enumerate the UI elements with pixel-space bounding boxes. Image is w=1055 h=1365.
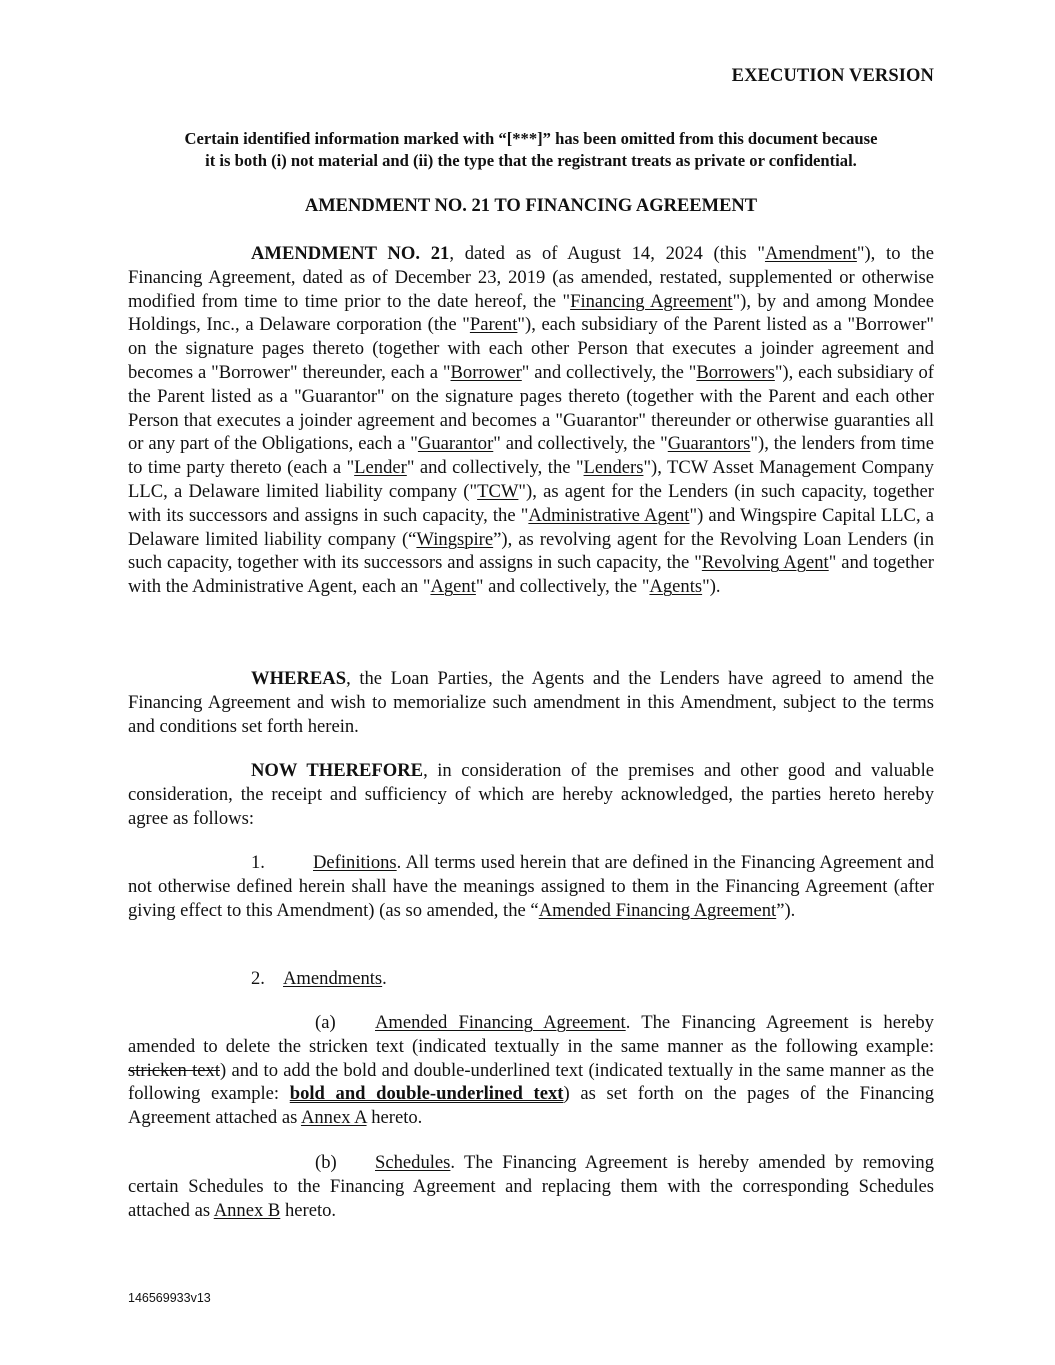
annex-a-reference: Annex A xyxy=(300,1107,367,1129)
intro-text: "), each subsidiary of the Parent listed as a "Guarantor" on the signature pages thereto (together with the Parent and each other Person that executes a joinder agreement and becomes a "Guarantor" thereunder or otherwise guaranties all or any part of the Obligations, each a " xyxy=(128,361,934,455)
stricken-text-example: stricken text xyxy=(128,1059,220,1081)
section-1-text-end: ”). xyxy=(776,899,796,921)
defined-term-financing-agreement: Financing Agreement xyxy=(570,290,733,312)
subsection-b-text: . The Financing Agreement is hereby amended by removing certain Schedules to the Financing Agreement and replacing them with the corresponding Schedules attached as xyxy=(128,1152,934,1221)
section-1-paragraph xyxy=(128,851,934,922)
intro-text: "), each subsidiary of the Parent listed as a "Borrower" on the signature pages thereto (together with each other Person that executes a joinder agreement and becomes a "Borrower" thereunder, each a " xyxy=(128,314,934,383)
defined-term-borrowers: Borrowers xyxy=(696,361,775,383)
intro-text: "), by and among Mondee Holdings, Inc., a Delaware corporation (the " xyxy=(128,290,935,336)
defined-term-amendment: Amendment xyxy=(764,243,857,264)
subsection-a-text: ) as set forth on the pages of the Financing Agreement attached as xyxy=(128,1083,935,1129)
intro-text: ") and Wingspire Capital LLC, a Delaware limited liability company (“ xyxy=(128,504,935,550)
subsection-a-label: (a) xyxy=(315,1012,336,1033)
defined-term-wingspire: Wingspire xyxy=(416,528,494,550)
section-2-heading: Amendments xyxy=(283,968,383,989)
intro-text: , dated as of August 14, 2024 (this " xyxy=(449,243,765,264)
subsection-a-text: . The Financing Agreement is hereby amended to delete the stricken text (indicated textually in the same manner as the following example: xyxy=(128,1012,934,1057)
intro-text: " and together with the Administrative Agent, each an " xyxy=(128,552,934,598)
subsection-a-heading: Amended Financing Agreement xyxy=(375,1012,626,1033)
section-2-number: 2. xyxy=(251,968,265,989)
section-2-paragraph xyxy=(128,967,934,991)
now-therefore-lead: NOW THEREFORE xyxy=(251,760,424,781)
section-1-text: . All terms used herein that are defined in the Financing Agreement and not otherwise defined herein shall have the meanings assigned to them in the Financing Agreement (after giving effect to this Amendment) (as so amended, the “ xyxy=(128,852,934,921)
defined-term-guarantor: Guarantor xyxy=(417,433,494,455)
intro-paragraph xyxy=(128,242,934,599)
defined-term-agents: Agents xyxy=(649,576,703,598)
whereas-paragraph xyxy=(128,667,934,738)
document-id-footer: 146569933v13 xyxy=(128,1291,211,1305)
defined-term-lender: Lender xyxy=(354,457,407,479)
defined-term-parent: Parent xyxy=(469,314,518,336)
subsection-b-text-end: hereto. xyxy=(280,1199,337,1221)
defined-term-guarantors: Guarantors xyxy=(667,433,751,455)
intro-text: "), to the Financing Agreement, dated as of December 23, 2019 (as amended, restated, supplemented or otherwise modified from time to time prior to the date hereof, the " xyxy=(128,243,934,312)
defined-term-borrower: Borrower xyxy=(450,361,522,383)
intro-text: " and collectively, the " xyxy=(475,576,650,598)
notice-line-1: Certain identified information marked with “[***]” has been omitted from this document because xyxy=(184,129,878,148)
intro-text: " and collectively, the " xyxy=(406,457,584,479)
defined-term-revolving-agent: Revolving Agent xyxy=(701,552,829,574)
defined-term-tcw: TCW xyxy=(477,480,519,502)
intro-text: " and collectively, the " xyxy=(493,433,668,455)
notice-line-2: it is both (i) not material and (ii) the type that the registrant treats as private or confidential. xyxy=(205,151,857,170)
intro-text: "). xyxy=(702,576,721,598)
intro-text: "), TCW Asset Management Company LLC, a Delaware limited liability company (" xyxy=(128,457,934,502)
confidentiality-notice xyxy=(128,128,934,172)
annex-b-reference: Annex B xyxy=(213,1199,281,1221)
intro-text: "), as agent for the Lenders (in such capacity, together with its successors and assigns in such capacity, the " xyxy=(128,480,934,526)
whereas-lead: WHEREAS xyxy=(251,668,347,689)
defined-term-administrative-agent: Administrative Agent xyxy=(528,504,690,526)
defined-term-lenders: Lenders xyxy=(583,457,644,479)
section-1-number: 1. xyxy=(251,852,265,873)
subsection-a-text: ) and to add the bold and double-underlined text (indicated textually in the same manner as the following example: xyxy=(128,1059,934,1105)
intro-text: " and collectively, the " xyxy=(521,361,697,383)
intro-lead: AMENDMENT NO. 21 xyxy=(251,243,450,264)
document-title: AMENDMENT NO. 21 TO FINANCING AGREEMENT xyxy=(304,196,758,216)
subsection-a-text-end: hereto. xyxy=(366,1107,423,1129)
subsection-a-paragraph xyxy=(128,1011,934,1130)
subsection-b-heading: Schedules xyxy=(375,1152,451,1173)
whereas-text: , the Loan Parties, the Agents and the Lenders have agreed to amend the Financing Agreement and wish to memorialize such amendment in this Amendment, subject to the terms and conditions set forth herein. xyxy=(128,668,934,737)
defined-term-amended-financing-agreement: Amended Financing Agreement xyxy=(538,899,777,921)
section-1-heading: Definitions xyxy=(313,852,397,873)
now-therefore-paragraph xyxy=(128,759,934,830)
intro-text: "), the lenders from time to time party thereto (each a " xyxy=(128,433,935,479)
bold-double-underlined-example: bold and double-underlined text xyxy=(289,1083,564,1105)
intro-text: ”), as revolving agent for the Revolving Loan Lenders (in such capacity, together with its successors and assigns in such capacity, the " xyxy=(128,528,935,574)
defined-term-agent: Agent xyxy=(430,576,476,598)
section-2-period: . xyxy=(382,968,387,989)
execution-version-label: EXECUTION VERSION xyxy=(731,66,934,86)
subsection-b-label: (b) xyxy=(315,1152,337,1173)
subsection-b-paragraph xyxy=(128,1151,934,1222)
now-therefore-text: , in consideration of the premises and other good and valuable consideration, the receipt and sufficiency of which are hereby acknowledged, the parties hereto hereby agree as follows: xyxy=(128,760,934,829)
